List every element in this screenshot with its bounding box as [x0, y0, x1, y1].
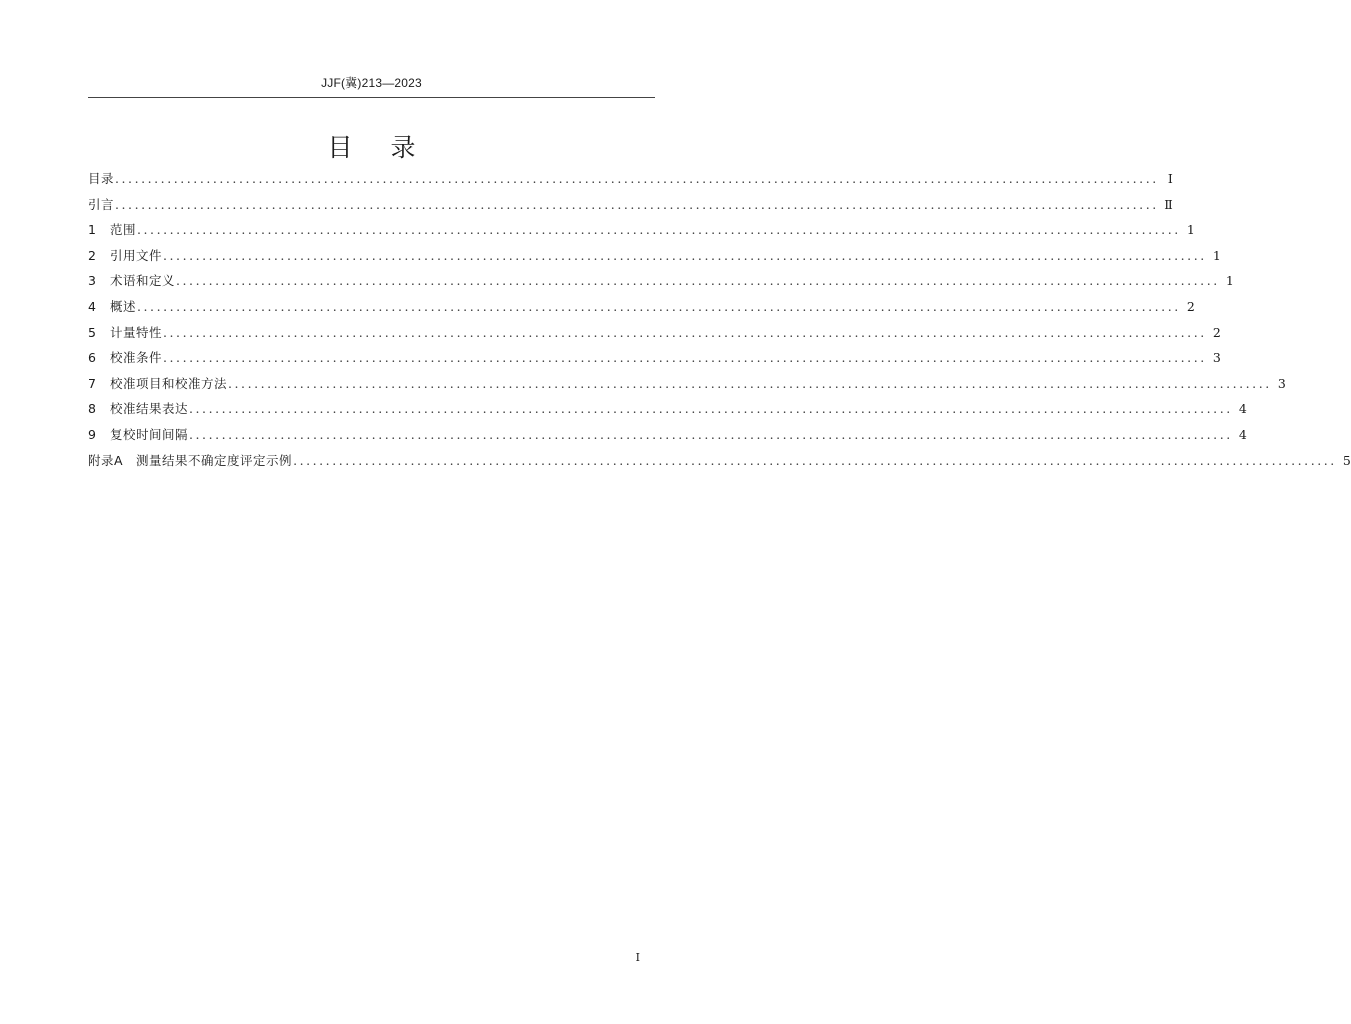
- toc-entry[interactable]: [88, 169, 1173, 195]
- title-char-2: 录: [390, 133, 416, 162]
- toc-entry[interactable]: [88, 271, 1234, 297]
- toc-leader-dots: ................................................................................................................................................................: [228, 375, 1272, 391]
- toc-entry[interactable]: [88, 297, 1195, 323]
- toc-entry-label: 计量特性: [110, 324, 163, 340]
- toc-entry-label: 引用文件: [110, 247, 163, 263]
- toc-entry-number: 2: [88, 247, 96, 263]
- toc-entry-label: 目录: [88, 171, 115, 186]
- toc-entry-page: Ⅰ: [1167, 171, 1173, 186]
- toc-entry-number: 1: [88, 222, 96, 238]
- toc-entry-page: 1: [1225, 273, 1234, 289]
- toc-entry[interactable]: [88, 195, 1173, 221]
- toc-entry-label: 校准条件: [110, 350, 163, 366]
- toc-leader-dots: ................................................................................................................................................................: [137, 298, 1181, 314]
- toc-entry-label: 引言: [88, 196, 115, 212]
- toc-entry[interactable]: [88, 425, 1247, 451]
- toc-leader-dots: ................................................................................................................................................................: [115, 196, 1159, 212]
- toc-entry[interactable]: [88, 220, 1195, 246]
- toc-entry-page: 4: [1238, 401, 1247, 417]
- toc-entry-number: 8: [88, 401, 96, 417]
- toc-entry-number: 4: [88, 298, 96, 314]
- toc-entry-number: 3: [88, 273, 96, 289]
- toc-entry-label: 概述: [110, 298, 137, 314]
- toc-entry-page: 1: [1212, 247, 1221, 263]
- toc-entry[interactable]: [88, 246, 1221, 272]
- toc-leader-dots: ................................................................................................................................................................: [163, 247, 1207, 263]
- toc-entry-label: 附录A 测量结果不确定度评定示例: [88, 452, 293, 468]
- toc-entry-label: 校准结果表达: [110, 401, 189, 417]
- toc-entry-label: 术语和定义: [110, 273, 176, 289]
- toc-leader-dots: ................................................................................................................................................................: [293, 452, 1337, 468]
- toc-entry[interactable]: [88, 348, 1221, 374]
- toc-entry-page: 5: [1342, 452, 1351, 468]
- document-code-header: JJF(冀)213—2023: [321, 76, 422, 90]
- toc-entry[interactable]: [88, 399, 1247, 425]
- toc-entry[interactable]: [88, 323, 1221, 349]
- toc-entry-number: 6: [88, 350, 96, 366]
- toc-entry-page: 1: [1186, 222, 1195, 238]
- toc-leader-dots: ................................................................................................................................................................: [189, 401, 1233, 417]
- toc-entry-number: 7: [88, 375, 96, 391]
- toc-leader-dots: ................................................................................................................................................................: [163, 324, 1207, 340]
- toc-entry-label: 范围: [110, 222, 137, 238]
- toc-leader-dots: ................................................................................................................................................................: [163, 350, 1207, 366]
- page-number: I: [635, 951, 640, 964]
- title-char-1: 目: [327, 133, 353, 162]
- page-title: [88, 128, 655, 164]
- toc-entry[interactable]: [88, 374, 1286, 400]
- toc-entry-page: 2: [1186, 298, 1195, 314]
- toc-entry-page: Ⅱ: [1164, 196, 1173, 212]
- toc-leader-dots: ................................................................................................................................................................: [176, 273, 1220, 289]
- toc-entry-page: 3: [1212, 350, 1221, 366]
- toc-leader-dots: ................................................................................................................................................................: [115, 171, 1159, 186]
- toc-entry-page: 2: [1212, 324, 1221, 340]
- toc-leader-dots: ................................................................................................................................................................: [189, 426, 1233, 442]
- toc-entry-number: 9: [88, 426, 96, 442]
- toc-entry[interactable]: [88, 451, 1351, 477]
- header-divider: [88, 97, 655, 98]
- toc-entry-page: 3: [1277, 375, 1286, 391]
- toc-leader-dots: ................................................................................................................................................................: [137, 222, 1181, 238]
- toc-entry-label: 校准项目和校准方法: [110, 375, 228, 391]
- toc-entry-page: 4: [1238, 426, 1247, 442]
- toc-entry-label: 复校时间间隔: [110, 426, 189, 442]
- table-of-contents: [88, 169, 1351, 476]
- toc-entry-number: 5: [88, 324, 96, 340]
